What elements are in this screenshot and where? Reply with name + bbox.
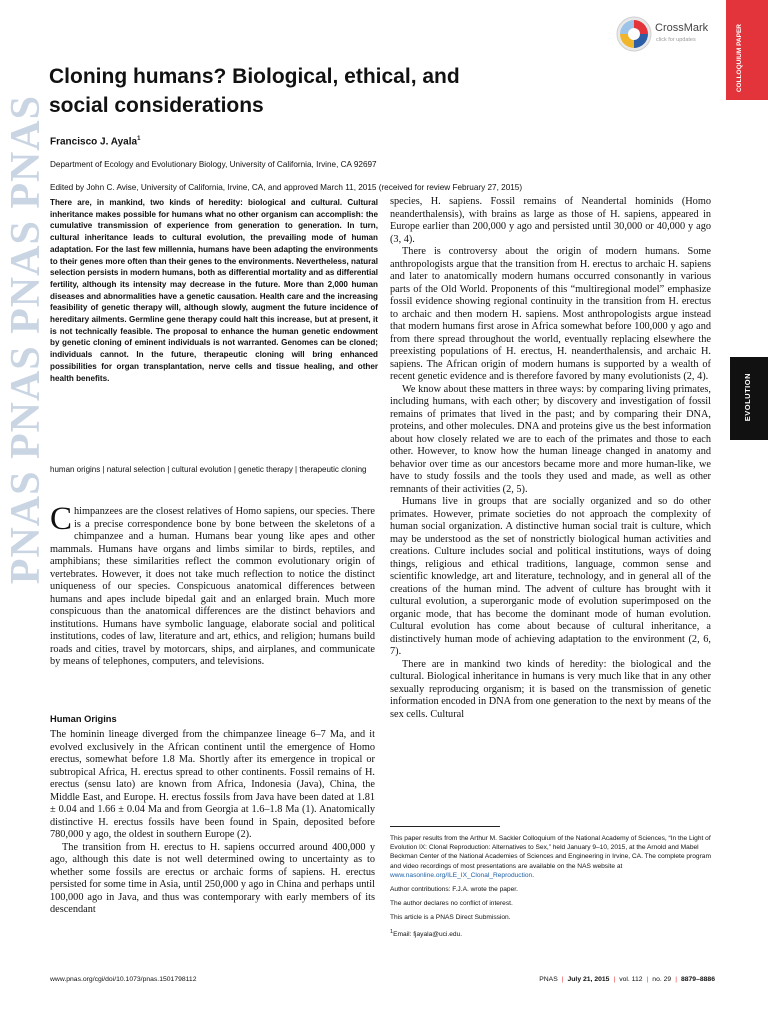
affiliation: Department of Ecology and Evolutionary Biology, University of California, Irvine, CA 92697: [50, 160, 377, 169]
footnote-colloquium-text: This paper results from the Arthur M. Sackler Colloquium of the National Academy of Sciences, “In the Light of Evolution IX: Clonal Reproduction: Alternatives to Sex,” held January 9–10, 2015, at the Arnold and Mabel Beckman Center of the National Academies of Sciences and Engineering in Irvine, CA. The complete program and video recordings of most presentations are available on the NAS website at: [390, 835, 711, 870]
footnote-email: [390, 928, 716, 939]
evolution-section-tab: [730, 357, 768, 440]
colloquium-paper-tab: [726, 0, 768, 100]
edited-by: Edited by John C. Avise, University of California, Irvine, CA, and approved March 11, 2015 (received for review February 27, 2015): [50, 183, 523, 192]
author-name: Francisco J. Ayala: [50, 136, 138, 148]
intro-paragraph: [50, 501, 375, 669]
footer-issue: no. 29: [652, 976, 672, 983]
footnote-contributions: Author contributions: F.J.A. wrote the paper.: [390, 886, 518, 894]
footer-journal: PNAS: [539, 976, 558, 983]
footer-volume: vol. 112: [619, 976, 643, 983]
body-paragraph: There is controversy about the origin of modern humans. Some anthropologists argue that the transition from H. erectus to archaic H. sapiens and later to anatomically modern humans occurred consonantly in various parts of the Old World. Proponents of this “multiregional model” emphasize fossil evidence showing regional continuity in the transition from H. erectus to archaic and then modern H. sapiens. Most anthropologists argue instead that modern humans first arose in Africa somewhat before 100,000 y ago and from there spread throughout the world, eventually replacing elsewhere the preexisting populations of H. erectus, H. neanderthalensis, and archaic H. sapiens. The African origin of modern humans is supported by a wealth of recent genetic evidence and is therefore favored by many evolutionists (2, 4).: [390, 246, 711, 382]
intro-text: himpanzees are the closest relatives of Homo sapiens, our species. There is a precise correspondence bone by bone between the skeletons of a chimpanzee and a human. Humans bear young like apes and other mammals. Humans have organs and limbs similar to birds, reptiles, and amphibians; these similarities reflect the common evolutionary origin of vertebrates. However, it does not take much reflection to notice the distinct uniqueness of our species. Conspicuous anatomical differences between humans and apes include bipedal gait and an enlarged brain. Much more conspicuous than the anatomical differences are the distinct behaviors and institutions. Humans have symbolic language, elaborate social and political institutions, codes of law, literature and art, ethics, and religion; humans build roads and cities, travel by motorcars, ships, and airplanes, and communicate by means of telephones, computers, and televisions.: [50, 506, 375, 667]
article-title: Cloning humans? Biological, ethical, and social considerations: [49, 65, 460, 117]
email-sup: 1: [390, 928, 394, 935]
nas-website-link[interactable]: www.nasonline.org/ILE_IX_Clonal_Reproduction: [390, 871, 533, 879]
column-1-body: [50, 729, 375, 917]
footnote-colloquium: This paper results from the Arthur M. Sackler Colloquium of the National Academy of Sciences, “In the Light of Evolution IX: Clonal Reproduction: Alternatives to Sex,” held January 9–10, 2015, at the Arnold and Mabel Beckman Center of the National Academies of Sciences and Engineering in Irvine, CA. The complete program and video recordings of most presentations are available on the NAS website at www.nasonline.org/ILE_IX_Clonal_Reproduction.: [390, 835, 711, 879]
footer-pages: 8879–8886: [680, 976, 715, 983]
doi-url[interactable]: www.pnas.org/cgi/doi/10.1073/pnas.1501798112: [50, 976, 197, 983]
body-paragraph: The transition from H. erectus to H. sapiens occurred around 400,000 y ago, although this date is not well determined owing to uncertainty as to whether some fossils are erectus or archaic forms of sapiens. H. erectus persisted for some time in Asia, until 250,000 y ago in China and perhaps until 100,000 ago in Java, and thus was contemporary with early members of its descendant: [50, 841, 375, 915]
footnote-divider: [390, 826, 500, 827]
abstract: There are, in mankind, two kinds of heredity: biological and cultural. Cultural inheritance makes possible for humans what no other organism can accomplish: the cumulative transmission of experience from generation to generation. In turn, cultural inheritance leads to cultural evolution, the prevailing mode of human adaptation. For the last few millennia, humans have been adapting the environments to their genes more often than their genes to the environments. Nevertheless, natural selection persists in modern humans, both as differential mortality and as differential fertility, although its intensity may decrease in the future. More than 2,000 human diseases and abnormalities have a genetic causation. Health care and the increasing feasibility of genetic therapy will, although slowly, augment the future incidence of hereditary ailments. Germline gene therapy could halt this increase, but at present, it is not technically feasible. The proposal to enhance the human genetic endowment by genetic cloning of eminent individuals is not warranted. Genomes can be cloned; individuals cannot. In the future, therapeutic cloning will bring enhanced possibilities for organ transplantation, nerve cells and tissue healing, and other health benefits.: [50, 198, 378, 383]
crossmark-title: CrossMark: [655, 22, 709, 34]
keywords: human origins | natural selection | cultural evolution | genetic therapy | therapeutic cloning: [50, 465, 367, 474]
crossmark-icon: [616, 16, 652, 52]
pnas-watermark: [0, 95, 49, 615]
evolution-tab-label: EVOLUTION: [743, 373, 752, 422]
body-paragraph: There are in mankind two kinds of heredity: the biological and the cultural. Biological inheritance in humans is very much like that in any other sexually reproducing organism; it is based on the transmission of genetic information encoded in DNA from one generation to the next by means of the sex cells. Cultural: [390, 658, 711, 720]
body-paragraph: We know about these matters in three ways: by comparing living primates, including humans, with each other; by discovery and investigation of fossil remains of primates that lived in the past; and by comparing their DNA, proteins, and other molecules. DNA and proteins give us the best information about how closely related we are to each of the primates and those to each other. However, to know how the human lineage changed in anatomy and behavior over time as our ancestors became more and more human-like, we have to study fossils and the tools they used and made, as well as other remnants of their activities (2, 5).: [390, 383, 711, 495]
body-paragraph: species, H. sapiens. Fossil remains of Neandertal hominids (Homo neanderthalensis), with brains as large as those of H. sapiens, appeared in Europe earlier than 200,000 y ago and persisted until 30,000 or 40,000 y ago (3, 4).: [390, 196, 711, 245]
watermark-text: PNAS PNAS PNAS PNAS: [3, 95, 49, 585]
body-paragraph: The hominin lineage diverged from the chimpanzee lineage 6–7 Ma, and it evolved exclusively in the African continent until the emergence of Homo erectus, somewhat before 1.8 Ma. Shortly after its emergence in tropical or subtropical Africa, H. erectus spread to other continents. Fossil remains of H. erectus (sensu lato) are known from Africa, Indonesia (Java), China, the Middle East, and Europe. H. erectus fossils from Java have been dated at 1.81 ± 0.04 and 1.66 ± 0.04 Ma and from Georgia at 1.6–1.8 Ma (1). Anatomically distinctive H. erectus fossils have been found in Spain, deposited before 780,000 y ago, the oldest in southern Europe (2).: [50, 729, 375, 840]
footnote-conflict: The author declares no conflict of interest.: [390, 900, 513, 908]
colloquium-tab-label: COLLOQUIUM PAPER: [736, 24, 743, 93]
author-line: [50, 136, 140, 147]
author-sup: 1: [137, 136, 141, 142]
footer-date: July 21, 2015: [567, 976, 610, 983]
journal-footer: PNAS | July 21, 2015 | vol. 112 | no. 29 | 8879–8886: [539, 976, 715, 983]
section-heading-human-origins: Human Origins: [50, 714, 117, 724]
crossmark-badge[interactable]: [616, 16, 716, 56]
drop-cap: C: [50, 501, 73, 537]
column-2-body: [390, 196, 711, 721]
body-paragraph: Humans live in groups that are socially organized and so do other primates. However, primate societies do not approach the complexity of human social organization. A distinctive human social trait is culture, which may be understood as the set of nonstrictly biological human activities and creations. Culture includes social and political institutions, ways of doing things, religious and ethical traditions, language, common sense and scientific knowledge, art and literature, technology, and in general all of the creations of the human mind. The advent of culture has brought with it cultural evolution, a superorganic mode of evolution superimposed on the organic mode, that has become the dominant mode of human evolution. Cultural evolution has come about because of cultural inheritance, a distinctively human mode of achieving adaptation to the environment (2, 6, 7).: [390, 496, 711, 657]
email-text[interactable]: Email: fjayala@uci.edu.: [393, 930, 463, 938]
footnotes: [390, 834, 716, 944]
crossmark-subtitle: click for updates: [656, 37, 696, 43]
footnote-direct-submission: This article is a PNAS Direct Submission.: [390, 914, 511, 922]
